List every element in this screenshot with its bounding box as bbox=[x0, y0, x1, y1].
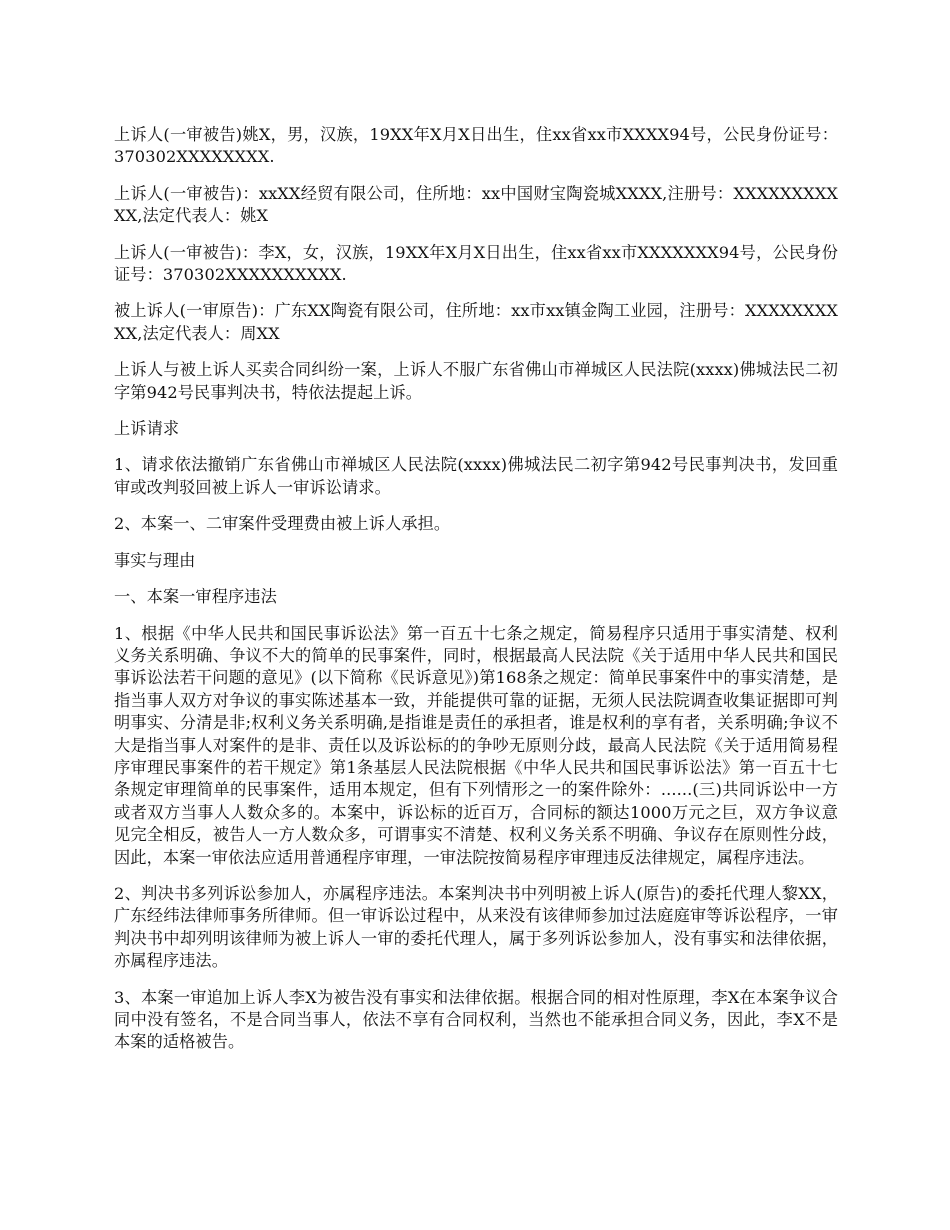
appeal-request-2: 2、本案一、二审案件受理费由被上诉人承担。 bbox=[114, 514, 451, 534]
reason-3: 3、本案一审追加上诉人李X为被告没有事实和法律依据。根据合同的相对性原理，李X在本案争议合同中没有签名，不是合同当事人，依法不享有合同权利，当然也不能承担合同义务，因此，李X不是本案的适格被告。 bbox=[114, 987, 838, 1052]
party-appellee: 被上诉人(一审原告)：广东XX陶瓷有限公司，住所地：xx市xx镇金陶工业园，注册号：XXXXXXXXXX,法定代表人：周XX bbox=[114, 301, 838, 343]
subsection-heading-procedure: 一、本案一审程序违法 bbox=[114, 587, 277, 607]
party-appellant-yao: 上诉人(一审被告)姚X，男，汉族，19XX年X月X日出生，住xx省xx市XXXX94号，公民身份证号：370302XXXXXXXX. bbox=[114, 125, 838, 167]
reason-1: 1、根据《中华人民共和国民事诉讼法》第一百五十七条之规定，简易程序只适用于事实清楚、权利义务关系明确、争议不大的简单的民事案件，同时，根据最高人民法院《关于适用中华人民共和国民事诉讼法若干问题的意见》(以下简称《民诉意见》)第168条之规定：简单民事案件中的事实清楚，是指当事人双方对争议的事实陈述基本一致，并能提供可靠的证据，无须人民法院调查收集证据即可判明事实、分清是非;权利义务关系明确,是指谁是责任的承担者，谁是权利的享有者，关系明确;争议不大是指当事人对案件的是非、责任以及诉讼标的的争吵无原则分歧，最高人民法院《关于适用简易程序审理民事案件的若干规定》第1条基层人民法院根据《中华人民共和国民事诉讼法》第一百五十七条规定审理简单的民事案件，适用本规定，但有下列情形之一的案件除外：......(三)共同诉讼中一方或者双方当事人人数众多的。本案中，诉讼标的近百万，合同标的额达1000万元之巨，双方争议意见完全相反，被告人一方人数众多，可谓事实不清楚、权利义务关系不明确、争议存在原则性分歧，因此，本案一审依法应适用普通程序审理，一审法院按简易程序审理违反法律规定，属程序违法。 bbox=[114, 623, 838, 867]
section-heading-appeal-requests: 上诉请求 bbox=[114, 419, 180, 439]
party-appellant-company: 上诉人(一审被告)：xxXX经贸有限公司，住所地：xx中国财宝陶瓷城XXXX,注册号：XXXXXXXXXXX,法定代表人：姚X bbox=[114, 183, 838, 226]
appeal-request-1: 1、请求依法撤销广东省佛山市禅城区人民法院(xxxx)佛城法民二初字第942号民事判决书，发回重审或改判驳回被上诉人一审诉讼请求。 bbox=[114, 455, 838, 497]
case-summary: 上诉人与被上诉人买卖合同纠纷一案，上诉人不服广东省佛山市禅城区人民法院(xxxx)佛城法民二初字第942号民事判决书，特依法提起上诉。 bbox=[114, 360, 838, 402]
reason-2: 2、判决书多列诉讼参加人，亦属程序违法。本案判决书中列明被上诉人(原告)的委托代理人黎XX，广东经纬法律师事务所律师。但一审诉讼过程中，从来没有该律师参加过法庭庭审等诉讼程序，一审判决书中却列明该律师为被上诉人一审的委托代理人，属于多列诉讼参加人，没有事实和法律依据，亦属程序违法。 bbox=[114, 883, 838, 971]
section-heading-facts-reasons: 事实与理由 bbox=[114, 550, 196, 570]
party-appellant-li: 上诉人(一审被告)：李X，女，汉族，19XX年X月X日出生，住xx省xx市XXXXXXX94号，公民身份证号：370302XXXXXXXXXX. bbox=[114, 242, 838, 285]
document-body bbox=[114, 124, 838, 1068]
